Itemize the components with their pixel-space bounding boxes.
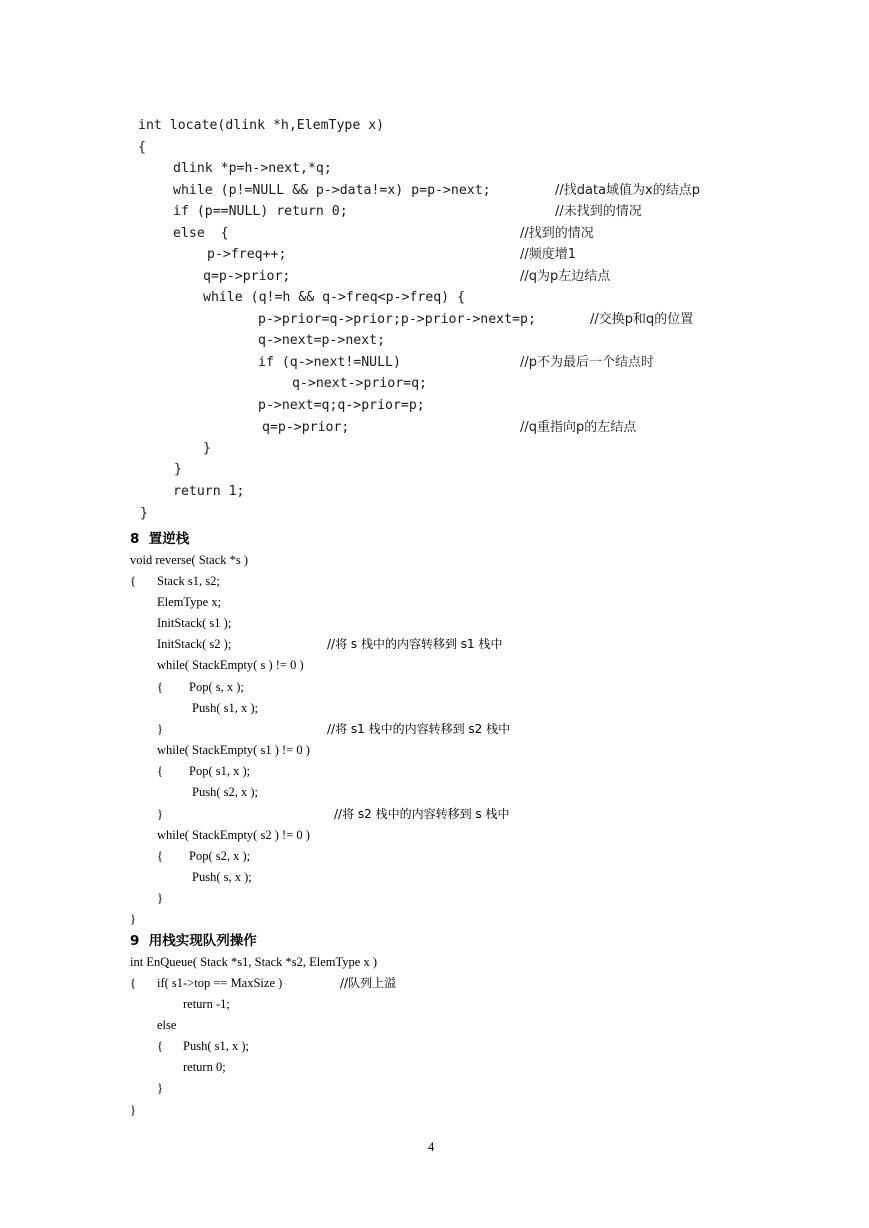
code-comment: //队列上溢 bbox=[340, 976, 397, 990]
code-line: if (q->next!=NULL) bbox=[258, 355, 401, 370]
code-line: q->next->prior=q; bbox=[292, 376, 427, 391]
code-line: Push( s2, x ); bbox=[192, 785, 258, 799]
section-heading-9: 9 用栈实现队列操作 bbox=[130, 933, 257, 949]
code-line: dlink *p=h->next,*q; bbox=[173, 161, 332, 176]
code-line: } bbox=[157, 807, 163, 821]
code-line: InitStack( s2 ); bbox=[157, 637, 232, 651]
code-line: return 1; bbox=[173, 484, 245, 499]
section-heading-8: 8 置逆栈 bbox=[130, 531, 190, 547]
code-line: { bbox=[157, 764, 163, 778]
code-line: { bbox=[157, 1039, 163, 1053]
code-line: Push( s1, x ); bbox=[183, 1039, 249, 1053]
code-line: } bbox=[157, 1081, 163, 1095]
code-line: { bbox=[157, 849, 163, 863]
code-comment: //q重指向p的左结点 bbox=[520, 420, 637, 435]
code-line: { bbox=[130, 574, 136, 588]
code-line: { bbox=[130, 976, 136, 990]
code-comment: //找到的情况 bbox=[520, 226, 594, 241]
code-comment: //p不为最后一个结点时 bbox=[520, 355, 655, 370]
code-line: } bbox=[130, 1103, 136, 1117]
code-line: InitStack( s1 ); bbox=[157, 616, 232, 630]
code-line: q=p->prior; bbox=[262, 420, 350, 435]
code-line: } bbox=[140, 506, 148, 521]
code-line: Push( s1, x ); bbox=[192, 701, 258, 715]
code-comment: //找data域值为x的结点p bbox=[555, 183, 700, 198]
code-line: return 0; bbox=[183, 1060, 226, 1074]
code-comment: //q为p左边结点 bbox=[520, 269, 611, 284]
code-line: void reverse( Stack *s ) bbox=[130, 553, 249, 567]
code-comment: //将 s2 栈中的内容转移到 s 栈中 bbox=[334, 807, 510, 821]
code-line: } bbox=[157, 722, 163, 736]
page-number: 4 bbox=[428, 1140, 435, 1154]
code-line: Push( s, x ); bbox=[192, 870, 252, 884]
code-line: p->next=q;q->prior=p; bbox=[258, 398, 425, 413]
code-comment: //交换p和q的位置 bbox=[590, 312, 694, 327]
code-line: Pop( s, x ); bbox=[189, 680, 244, 694]
code-line: int locate(dlink *h,ElemType x) bbox=[138, 118, 385, 133]
code-line: while (q!=h && q->freq<p->freq) { bbox=[203, 290, 466, 305]
code-line: while (p!=NULL && p->data!=x) p=p->next; bbox=[173, 183, 491, 198]
code-line: } bbox=[203, 441, 211, 456]
code-line: Pop( s2, x ); bbox=[189, 849, 251, 863]
code-line: q->next=p->next; bbox=[258, 333, 386, 348]
code-line: else { bbox=[173, 226, 229, 241]
code-line: p->prior=q->prior;p->prior->next=p; bbox=[258, 312, 536, 327]
code-line: return -1; bbox=[183, 997, 230, 1011]
code-line: } bbox=[174, 462, 182, 477]
code-line: int EnQueue( Stack *s1, Stack *s2, ElemType x ) bbox=[130, 955, 377, 969]
code-line: while( StackEmpty( s ) != 0 ) bbox=[157, 658, 304, 672]
code-line: Pop( s1, x ); bbox=[189, 764, 251, 778]
code-line: } bbox=[130, 912, 136, 926]
code-comment: //未找到的情况 bbox=[555, 204, 642, 219]
code-line: { bbox=[138, 140, 146, 155]
code-line: else bbox=[157, 1018, 177, 1032]
code-comment: //频度增1 bbox=[520, 247, 577, 262]
code-line: if (p==NULL) return 0; bbox=[173, 204, 348, 219]
code-line: } bbox=[157, 891, 163, 905]
code-line: while( StackEmpty( s1 ) != 0 ) bbox=[157, 743, 310, 757]
code-line: q=p->prior; bbox=[203, 269, 291, 284]
code-line: { bbox=[157, 680, 163, 694]
code-line: ElemType x; bbox=[157, 595, 222, 609]
code-line: Stack s1, s2; bbox=[157, 574, 220, 588]
code-comment: //将 s 栈中的内容转移到 s1 栈中 bbox=[327, 637, 503, 651]
code-line: if( s1->top == MaxSize ) bbox=[157, 976, 283, 990]
code-comment: //将 s1 栈中的内容转移到 s2 栈中 bbox=[327, 722, 511, 736]
code-line: p->freq++; bbox=[207, 247, 287, 262]
code-line: while( StackEmpty( s2 ) != 0 ) bbox=[157, 828, 310, 842]
